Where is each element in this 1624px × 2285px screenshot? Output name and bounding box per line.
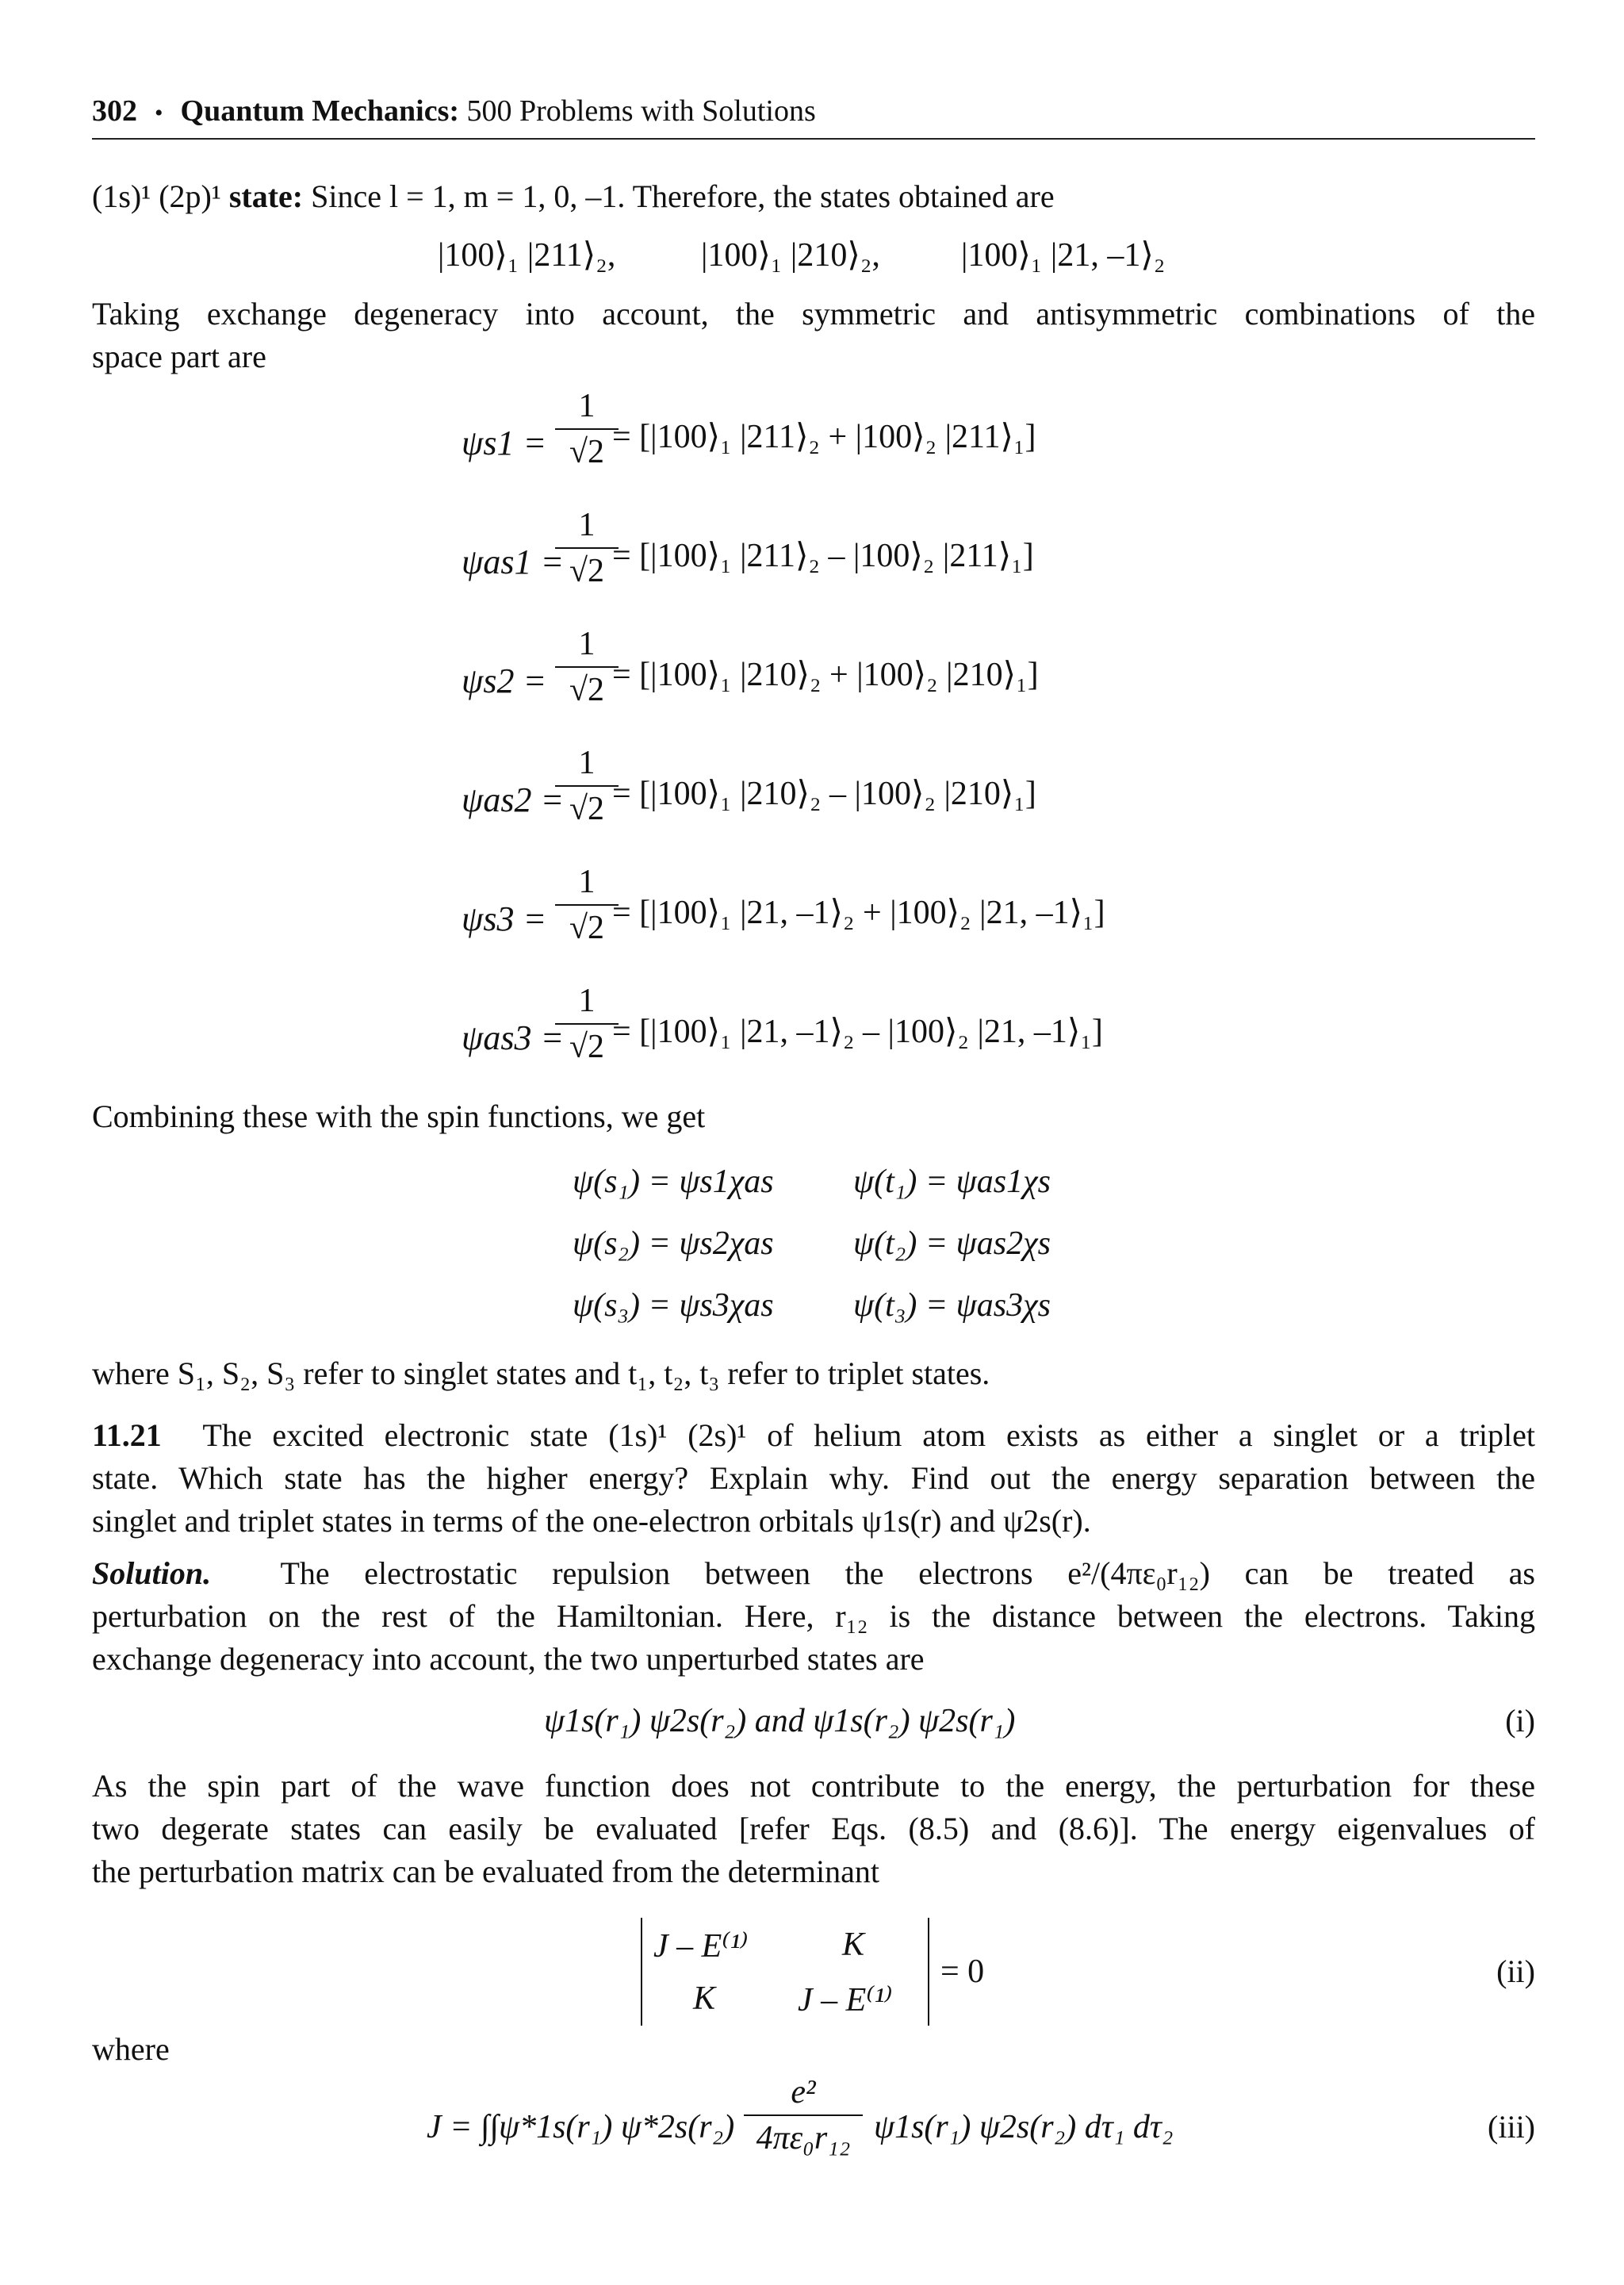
det-a11: J – E⁽¹⁾ xyxy=(653,1928,749,1965)
spin-para-line-1: As the spin part of the wave function does not contribute to the energy, the perturbation for these xyxy=(92,1768,1535,1804)
psi-s3-rhs: = [|100⟩₁ |21, –1⟩₂ + |100⟩₂ |21, –1⟩₁] xyxy=(612,895,1105,931)
fraction-bar xyxy=(555,785,619,787)
det-a22: J – E⁽¹⁾ xyxy=(798,1982,893,2019)
fraction-denominator: 4πε₀r₁₂ xyxy=(756,2120,851,2157)
psi-as1-rhs: = [|100⟩₁ |211⟩₂ – |100⟩₂ |211⟩₁] xyxy=(612,538,1034,574)
fraction-denominator: √2 xyxy=(569,553,605,589)
fraction-denominator: √2 xyxy=(569,791,605,827)
header-bullet: • xyxy=(155,100,163,126)
fraction-numerator: 1 xyxy=(578,507,596,543)
ket-3: |100⟩₁ |21, –1⟩₂ xyxy=(961,237,1166,274)
fraction-numerator: 1 xyxy=(578,983,596,1019)
spin-combo-right-2: ψ(t₂) = ψas2χs xyxy=(853,1225,1051,1262)
psi-as1-label: ψas1 = xyxy=(462,542,565,581)
combine-text: Combining these with the spin functions, we get xyxy=(92,1098,706,1134)
fraction-numerator: 1 xyxy=(578,864,596,900)
fraction-numerator: 1 xyxy=(578,745,596,781)
fraction-numerator: 1 xyxy=(578,388,596,424)
spin-combo-left-3: ψ(s₃) = ψs3χas xyxy=(573,1287,774,1324)
solution-line-2: perturbation on the rest of the Hamiltonian. Here, r₁₂ is the distance between the electrons. Taking xyxy=(92,1598,1535,1634)
equation-iii-rhs: ψ1s(r₁) ψ2s(r₂) dτ₁ dτ₂ xyxy=(874,2109,1174,2145)
problem-number: 11.21 xyxy=(92,1417,162,1453)
book-subtitle: 500 Problems with Solutions xyxy=(466,94,816,128)
fraction-bar xyxy=(555,904,619,906)
page-number: 302 xyxy=(92,94,137,128)
psi-s1-rhs: = [|100⟩₁ |211⟩₂ + |100⟩₂ |211⟩₁] xyxy=(612,419,1036,455)
psi-as1-fraction xyxy=(555,506,619,590)
fraction-numerator: e² xyxy=(791,2074,816,2111)
det-a21: K xyxy=(693,1980,716,2017)
running-header xyxy=(92,94,1535,140)
solution-line-3: exchange degeneracy into account, the two unperturbed states are xyxy=(92,1641,925,1677)
psi-s1-label: ψs1 = xyxy=(462,424,547,462)
problem-line-1 xyxy=(92,1415,1535,1456)
fraction-denominator: √2 xyxy=(569,672,605,708)
p-state-label: state: xyxy=(228,178,304,214)
equation-i-number: (i) xyxy=(1505,1703,1535,1739)
psi-s2-rhs: = [|100⟩₁ |210⟩₂ + |100⟩₂ |210⟩₁] xyxy=(612,657,1039,693)
p-state: (1s)¹ (2p)¹ xyxy=(92,178,221,214)
p-state-text: Since l = 1, m = 1, 0, –1. Therefore, the states obtained are xyxy=(311,178,1055,214)
where-text: where xyxy=(92,2031,170,2067)
ket-2: |100⟩₁ |210⟩₂, xyxy=(701,237,880,274)
p-state-intro xyxy=(92,176,1535,217)
equation-ii-number: (ii) xyxy=(1496,1953,1535,1989)
fraction-denominator: √2 xyxy=(569,1029,605,1065)
psi-as2-label: ψas2 = xyxy=(462,780,565,819)
spin-combo-left-1: ψ(s₁) = ψs1χas xyxy=(573,1164,774,1200)
solution-line-1-text: The electrostatic repulsion between the electrons e²/(4πε₀r₁₂) can be treated as xyxy=(280,1555,1536,1591)
psi-as2-rhs: = [|100⟩₁ |210⟩₂ – |100⟩₂ |210⟩₁] xyxy=(612,776,1036,812)
psi-as3-fraction xyxy=(555,982,619,1066)
det-a12: K xyxy=(842,1927,865,1963)
solution-line-1 xyxy=(92,1553,1535,1594)
spin-para-line-2: two degerate states can easily be evaluated [refer Eqs. (8.5) and (8.6)]. The energy eigenvalues of xyxy=(92,1811,1535,1846)
equation-iii-fraction xyxy=(744,2073,863,2157)
fraction-bar xyxy=(555,428,619,430)
book-title: Quantum Mechanics: xyxy=(180,94,460,128)
fraction-denominator: √2 xyxy=(569,910,605,946)
problem-line-3: singlet and triplet states in terms of the one-electron orbitals ψ1s(r) and ψ2s(r). xyxy=(92,1503,1091,1539)
psi-s3-fraction xyxy=(555,863,619,947)
exchange-line-2: space part are xyxy=(92,339,266,374)
determinant xyxy=(641,1918,929,2026)
psi-s1-fraction xyxy=(555,387,619,471)
solution-label: Solution. xyxy=(92,1555,212,1591)
fraction-numerator: 1 xyxy=(578,626,596,662)
fraction-bar xyxy=(555,666,619,668)
psi-s2-fraction xyxy=(555,625,619,709)
psi-as3-label: ψas3 = xyxy=(462,1018,565,1057)
equation-iii-number: (iii) xyxy=(1488,2109,1535,2145)
problem-line-2: state. Which state has the higher energy? Explain why. Find out the energy separation between the xyxy=(92,1460,1535,1496)
psi-s3-label: ψs3 = xyxy=(462,899,547,938)
exchange-line-1: Taking exchange degeneracy into account, the symmetric and antisymmetric combinations of the xyxy=(92,296,1535,332)
problem-line-1-text: The excited electronic state (1s)¹ (2s)¹ of helium atom exists as either a singlet or a triplet xyxy=(202,1417,1536,1453)
determinant-rhs: = 0 xyxy=(940,1953,985,1990)
spin-combo-left-2: ψ(s₂) = ψs2χas xyxy=(573,1225,774,1262)
psi-as2-fraction xyxy=(555,744,619,828)
equation-i: ψ1s(r₁) ψ2s(r₂) and ψ1s(r₂) ψ2s(r₁) xyxy=(544,1703,1016,1739)
where-singlet-text: where S₁, S₂, S₃ refer to singlet states and t₁, t₂, t₃ refer to triplet states. xyxy=(92,1355,990,1391)
fraction-bar xyxy=(555,1023,619,1025)
psi-s2-label: ψs2 = xyxy=(462,661,547,700)
fraction-denominator: √2 xyxy=(569,434,605,470)
psi-as3-rhs: = [|100⟩₁ |21, –1⟩₂ – |100⟩₂ |21, –1⟩₁] xyxy=(612,1014,1103,1050)
spin-combo-right-3: ψ(t₃) = ψas3χs xyxy=(853,1287,1051,1324)
fraction-bar xyxy=(555,547,619,549)
ket-1: |100⟩₁ |211⟩₂, xyxy=(438,237,616,274)
spin-para-line-3: the perturbation matrix can be evaluated from the determinant xyxy=(92,1854,879,1889)
spin-combo-right-1: ψ(t₁) = ψas1χs xyxy=(853,1164,1051,1200)
fraction-bar xyxy=(744,2114,863,2116)
equation-iii-lhs: J = ∫∫ψ*1s(r₁) ψ*2s(r₂) xyxy=(427,2109,735,2145)
